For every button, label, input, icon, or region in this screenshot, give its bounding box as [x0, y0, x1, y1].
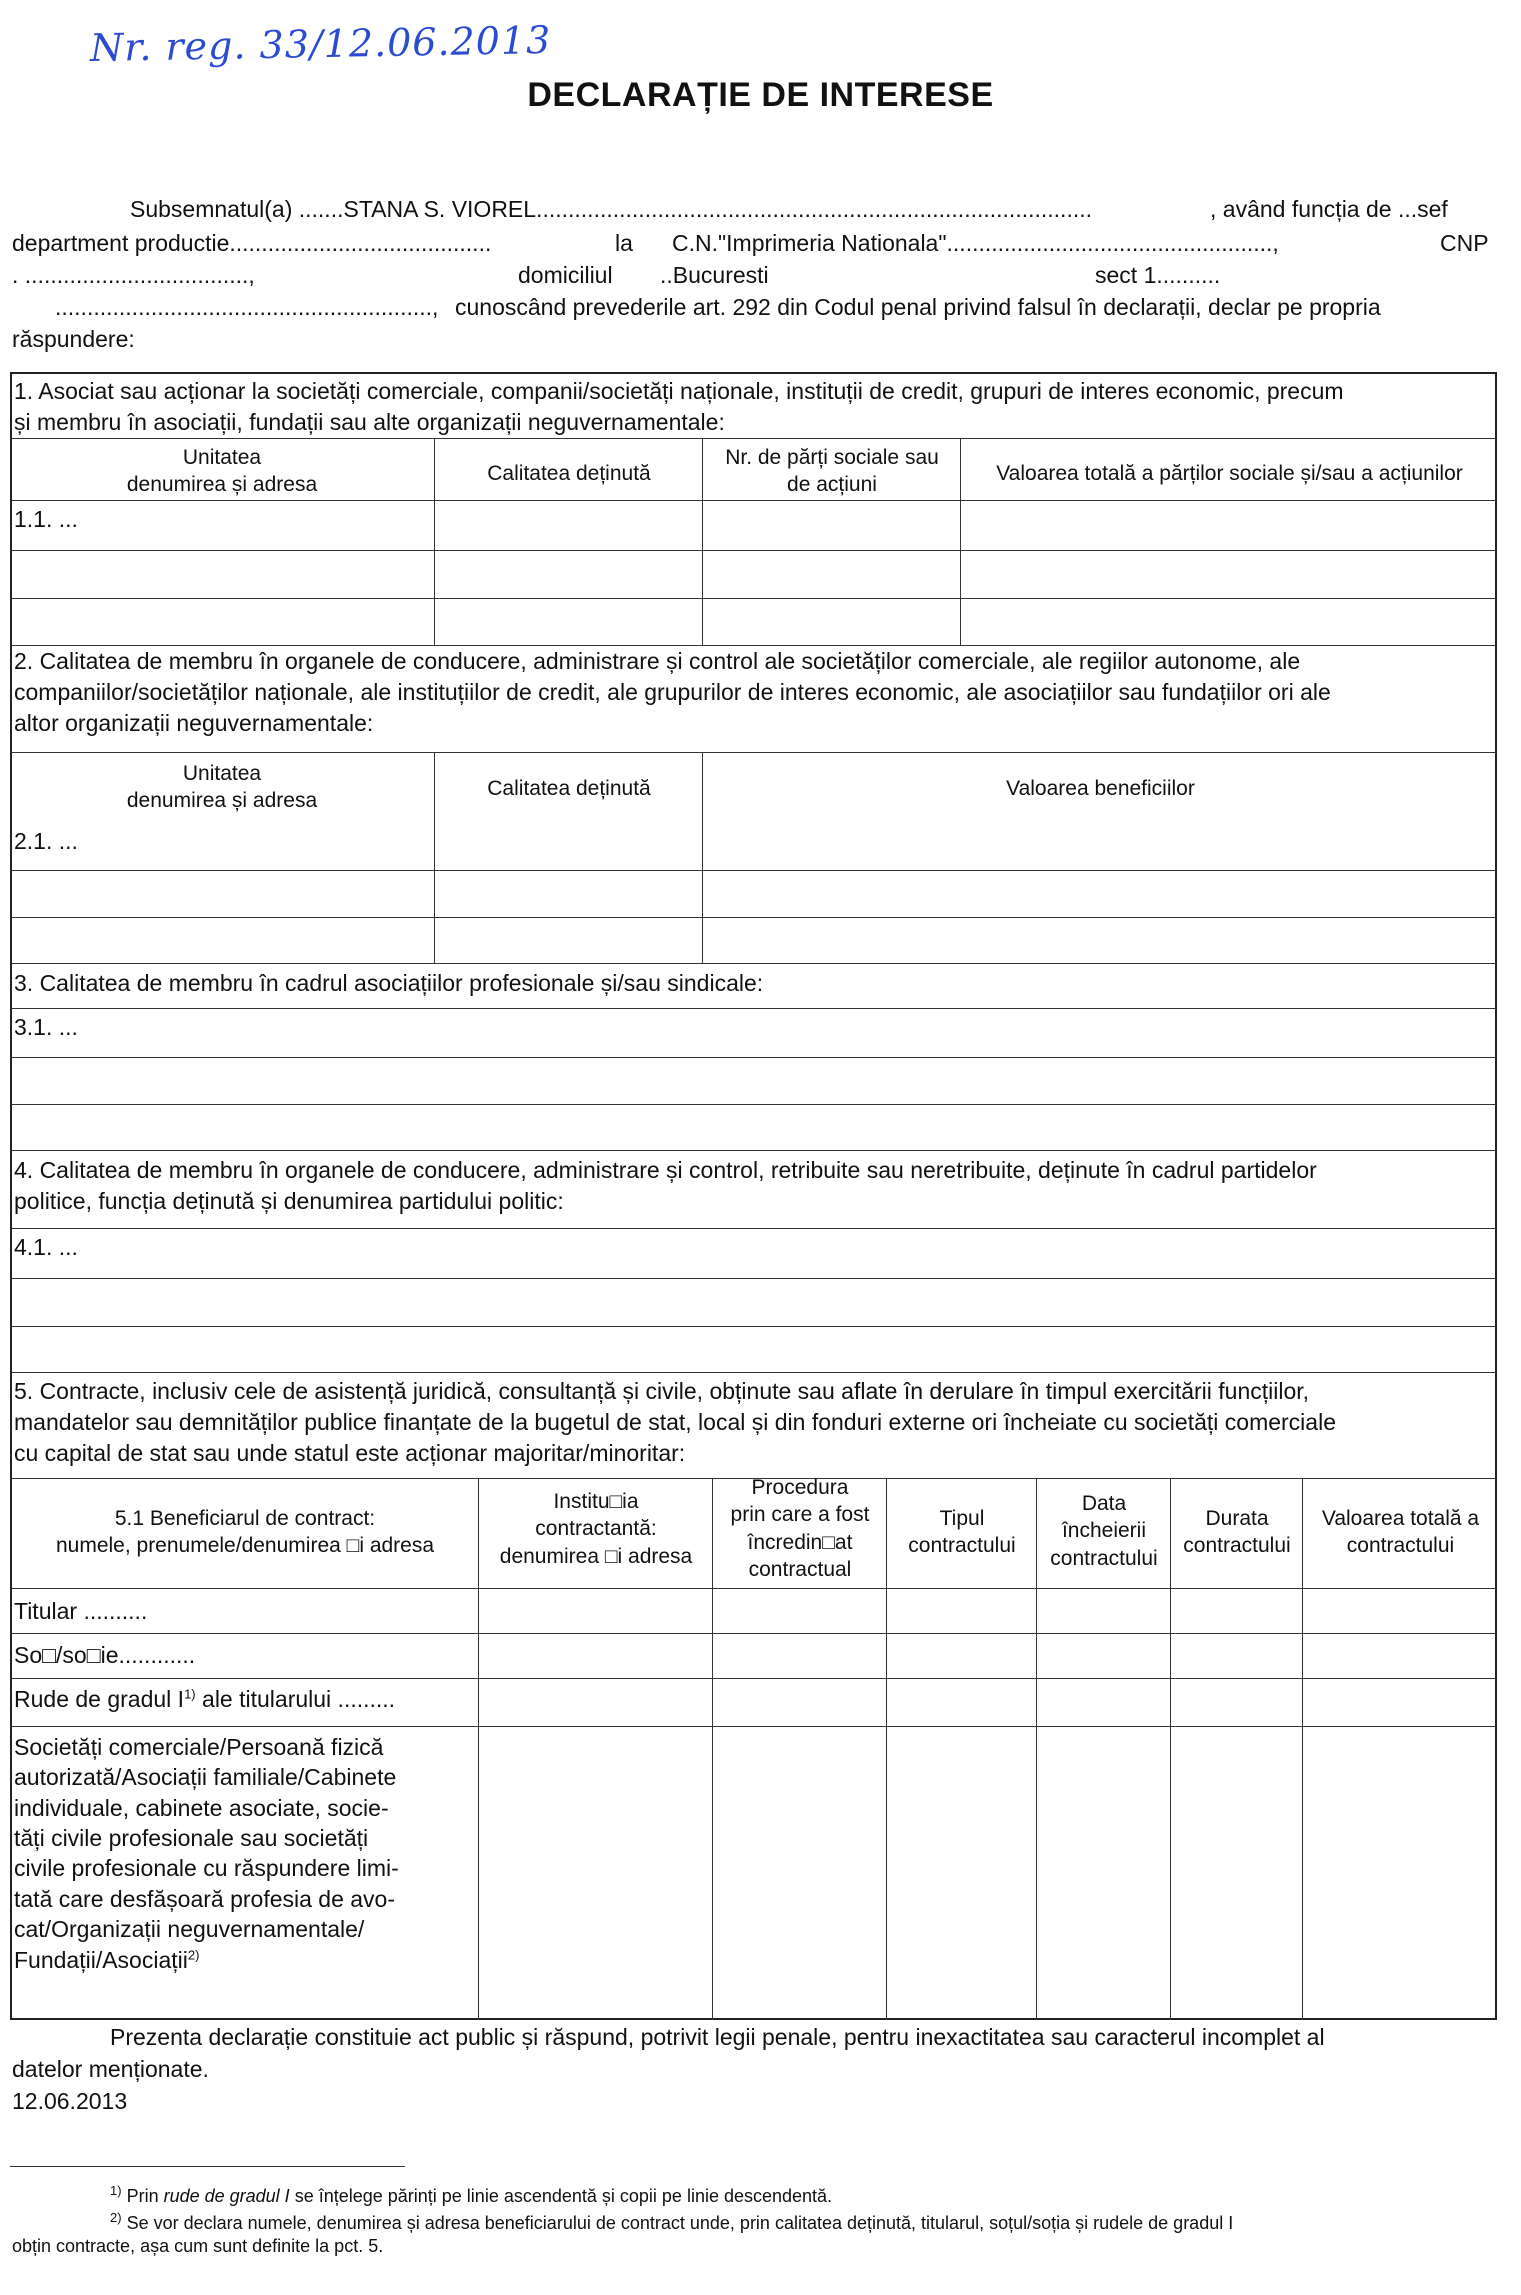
divider — [10, 1326, 1497, 1327]
header-line3-a: . ..................................., — [12, 262, 255, 288]
divider — [1170, 1478, 1171, 2020]
divider — [702, 438, 703, 645]
s5-col-date: Data încheierii contractului — [1050, 1492, 1158, 1570]
s4-row-1: 4.1. ... — [14, 1234, 78, 1260]
header-line2-c: C.N."Imprimeria Nationala"..................................................., — [672, 230, 1279, 256]
s1-col-value: Valoarea totală a părților sociale și/sau a acțiunilor — [996, 462, 1463, 485]
header-line1-b: , având funcția de ...sef — [1210, 196, 1448, 222]
s5-row-relatives: Rude de gradul $I^{1)}$ ale titularului ......... — [14, 1686, 396, 1712]
divider — [10, 1633, 1497, 1634]
header-line4-b: cunoscând prevederile art. 292 din Codul penal privind falsul în declarații, declar pe propria — [455, 294, 1381, 320]
divider — [10, 500, 1497, 501]
header-line1-a: Subsemnatul(a) .......STANA S. VIOREL....................................................................................... — [130, 196, 1093, 222]
section1-heading: 1. Asociat sau acționar la societăți comerciale, companii/societăți naționale, instituții de credit, grupuri de interes economic, precum și membru în asociații, fundații sau alte organizații neguvernamentale: — [14, 378, 1344, 436]
divider — [10, 1726, 1497, 1727]
divider — [712, 1478, 713, 2020]
header-line3-b: domiciliul — [518, 262, 613, 288]
divider — [10, 963, 1497, 964]
s1-col-unit: Unitatea denumirea și adresa — [126, 446, 318, 497]
divider — [960, 438, 961, 645]
divider — [10, 1678, 1497, 1679]
s2-col-benefits: Valoarea beneficiilor — [1006, 777, 1195, 800]
divider — [478, 1478, 479, 2020]
s5-col-duration: Durata contractului — [1183, 1507, 1291, 1558]
s2-col-unit: Unitatea denumirea și adresa — [126, 762, 318, 813]
section4-heading: 4. Calitatea de membru în organele de conducere, administrare și control, retribuite sau neretribuite, deținute în cadrul partidelor politice, funcția deținută și denumirea partidului politic: — [14, 1157, 1317, 1215]
declaration-date: 12.06.2013 — [12, 2088, 128, 2114]
divider — [10, 1057, 1497, 1058]
s5-col-procedure: Procedura prin care a fost încredin□at contractual — [730, 1476, 870, 1581]
header-line5: răspundere: — [12, 326, 135, 352]
divider — [10, 1150, 1497, 1151]
s5-row-titular: Titular .......... — [14, 1598, 148, 1624]
divider — [10, 1372, 1497, 1373]
s1-col-quality: Calitatea deținută — [487, 462, 651, 485]
divider — [10, 550, 1497, 551]
header-line2-b: la — [615, 230, 633, 256]
closing-statement-line1: Prezenta declarație constituie act public și răspund, potrivit legii penale, pentru inexactitatea sau caracterul incomplet al — [110, 2024, 1325, 2050]
s1-col-shares: Nr. de părți sociale sau de acțiuni — [725, 446, 939, 497]
divider — [10, 1588, 1497, 1589]
handwritten-registration-note: Nr. reg. 33/12.06.2013 — [89, 17, 552, 71]
footnote-2-cont: obțin contracte, așa cum sunt definite la pct. 5. — [12, 2236, 384, 2256]
divider — [10, 598, 1497, 599]
s2-col-quality: Calitatea deținută — [487, 777, 651, 800]
divider — [10, 1008, 1497, 1009]
divider — [10, 752, 1497, 753]
s5-col-institution: Institu□ia contractantă: denumirea □i adresa — [499, 1490, 693, 1568]
section3-heading: 3. Calitatea de membru în cadrul asociațiilor profesionale și/sau sindicale: — [14, 970, 764, 996]
closing-statement-line2: datelor menționate. — [12, 2056, 209, 2082]
footnote-separator — [10, 2166, 405, 2167]
s1-row-1: 1.1. ... — [14, 506, 78, 532]
divider — [10, 1278, 1497, 1279]
s5-row-companies: Societăți comerciale/Persoană fizică autorizată/Asociații familiale/Cabinete individuale, cabinete asociate, socie- tăți civile profesionale sau societăți civile profesionale cu răspundere limi- tată care desfășoară profesia de avo- cat/Organizații neguvernamentale/ Fundații/Asociații$^{2)}$ — [14, 1734, 399, 1973]
divider — [434, 752, 435, 963]
section5-heading: 5. Contracte, inclusiv cele de asistență juridică, consultanță și civile, obținute sau aflate în derulare în timpul exercitării funcțiilor, mandatelor sau demnităților publice finanțate de la bugetul de stat, local și din fonduri externe ori încheiate cu societăți comerciale cu capital de stat sau unde statul este acționar majoritar/minoritar: — [14, 1378, 1336, 1467]
s3-row-1: 3.1. ... — [14, 1014, 78, 1040]
s5-col-beneficiary: 5.1 Beneficiarul de contract: numele, prenumele/denumirea □i adresa — [55, 1507, 435, 1558]
s5-col-value: Valoarea totală a contractului — [1321, 1507, 1480, 1558]
divider — [10, 1228, 1497, 1229]
divider — [10, 917, 1497, 918]
header-line3-d: sect 1.......... — [1095, 262, 1221, 288]
s5-row-spouse: So□/so□ie............ — [14, 1642, 196, 1668]
divider — [702, 752, 703, 963]
page-title: DECLARAȚIE DE INTERESE — [527, 76, 994, 114]
footnote-2: $^{2)}$ Se vor declara numele, denumirea și adresa beneficiarului de contract unde, prin calitatea deținută, titularul, soțul/soția și rudele de gradul I — [110, 2210, 1234, 2233]
divider — [1036, 1478, 1037, 2020]
s5-col-type: Tipul contractului — [908, 1507, 1016, 1558]
s2-row-1: 2.1. ... — [14, 828, 78, 854]
header-line2-a: department productie......................................... — [12, 230, 492, 256]
footnote-1: $^{1)}$ Prin rude de gradul I se înțelege părinți pe linie ascendentă și copii pe linie descendentă. — [110, 2183, 833, 2206]
divider — [10, 438, 1497, 439]
header-line4-a: ..........................................................., — [55, 294, 439, 320]
header-line3-c: ..Bucuresti — [660, 262, 769, 288]
section2-heading: 2. Calitatea de membru în organele de conducere, administrare și control ale societăților comerciale, ale regiilor autonome, ale companiilor/societăților naționale, ale instituțiilor de credit, ale grupurilor de interes economic, ale asociațiilor sau fundațiilor ori ale altor organizații neguvernamentale: — [14, 648, 1331, 737]
header-line2-d: CNP — [1440, 230, 1489, 256]
divider — [886, 1478, 887, 2020]
divider — [10, 870, 1497, 871]
divider — [1302, 1478, 1303, 2020]
divider — [10, 1104, 1497, 1105]
divider — [434, 438, 435, 645]
